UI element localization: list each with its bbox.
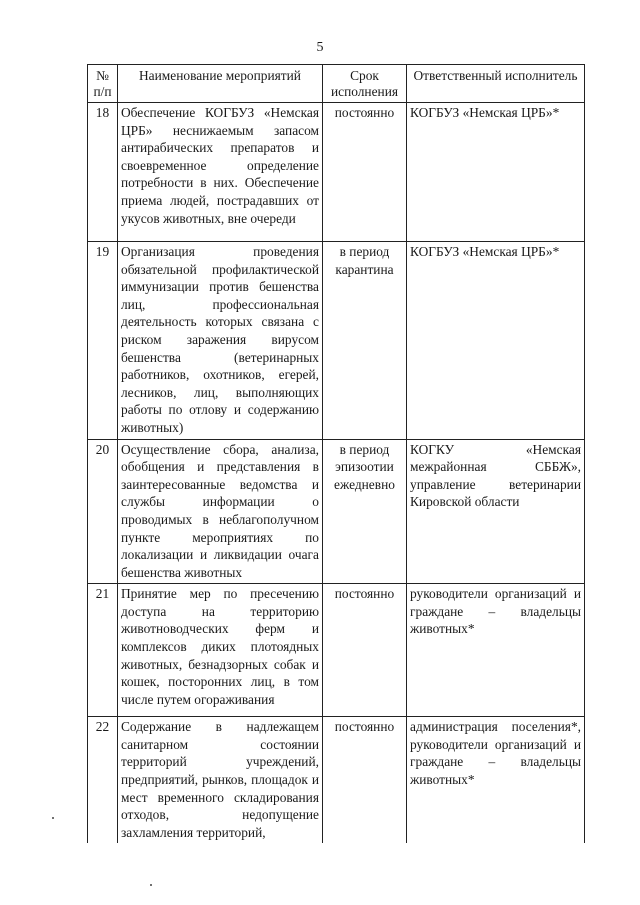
page-number: 5 bbox=[316, 40, 324, 55]
scan-speck bbox=[52, 817, 54, 819]
row-number: 22 bbox=[88, 717, 118, 844]
row-responsible: руководители организаций и граждане – владельцы животных* bbox=[407, 584, 585, 717]
row-term: в период эпизоотии ежедневно bbox=[323, 439, 407, 584]
row-measure: Обеспечение КОГБУЗ «Немская ЦРБ» неснижаемым запасом антирабических препаратов и своевременное определение потребности в них. Обеспечение приема людей, пострадавших от укусов животных, вне очереди bbox=[118, 103, 323, 242]
row-term: постоянно bbox=[323, 717, 407, 844]
measures-table bbox=[87, 64, 585, 843]
row-measure: Осуществление сбора, анализа, обобщения и представления в заинтересованные ведомства и службы информации о проводимых в неблагополучном пункте мероприятиях по локализации и ликвидации очага бешенства животных bbox=[118, 439, 323, 584]
row-measure: Содержание в надлежащем санитарном состоянии территорий учреждений, предприятий, рынков, площадок и мест временного складирования отходов, недопущение захламления территорий, bbox=[118, 717, 323, 844]
row-measure: Принятие мер по пресечению доступа на территорию животноводческих ферм и комплексов диких плотоядных животных, безнадзорных собак и кошек, посторонних лиц, в том числе путем огораживания bbox=[118, 584, 323, 717]
row-number: 20 bbox=[88, 439, 118, 584]
table-row bbox=[88, 717, 585, 844]
row-term: постоянно bbox=[323, 103, 407, 242]
header-name: Наименование мероприятий bbox=[118, 65, 323, 103]
header-term: Срок исполнения bbox=[323, 65, 407, 103]
row-responsible: КОГБУЗ «Немская ЦРБ»* bbox=[407, 242, 585, 440]
row-term: постоянно bbox=[323, 584, 407, 717]
header-responsible: Ответственный исполнитель bbox=[407, 65, 585, 103]
row-responsible: КОГБУЗ «Немская ЦРБ»* bbox=[407, 103, 585, 242]
scan-speck bbox=[150, 884, 152, 886]
header-num: № п/п bbox=[88, 65, 118, 103]
row-number: 21 bbox=[88, 584, 118, 717]
table-row bbox=[88, 103, 585, 242]
row-measure: Организация проведения обязательной профилактической иммунизации против бешенства лиц, профессиональная деятельность которых связана с риском заражения вирусом бешенства (ветеринарных работников, охотников, егерей, лесников, лиц, выполняющих работы по отлову и содержанию животных) bbox=[118, 242, 323, 440]
table-row bbox=[88, 584, 585, 717]
table-header-row bbox=[88, 65, 585, 103]
row-term: в период карантина bbox=[323, 242, 407, 440]
row-responsible: администрация поселения*, руководители организаций и граждане – владельцы животных* bbox=[407, 717, 585, 844]
row-responsible: КОГКУ «Немская межрайонная СББЖ», управление ветеринарии Кировской области bbox=[407, 439, 585, 584]
row-number: 18 bbox=[88, 103, 118, 242]
table-row bbox=[88, 242, 585, 440]
table-row bbox=[88, 439, 585, 584]
row-number: 19 bbox=[88, 242, 118, 440]
